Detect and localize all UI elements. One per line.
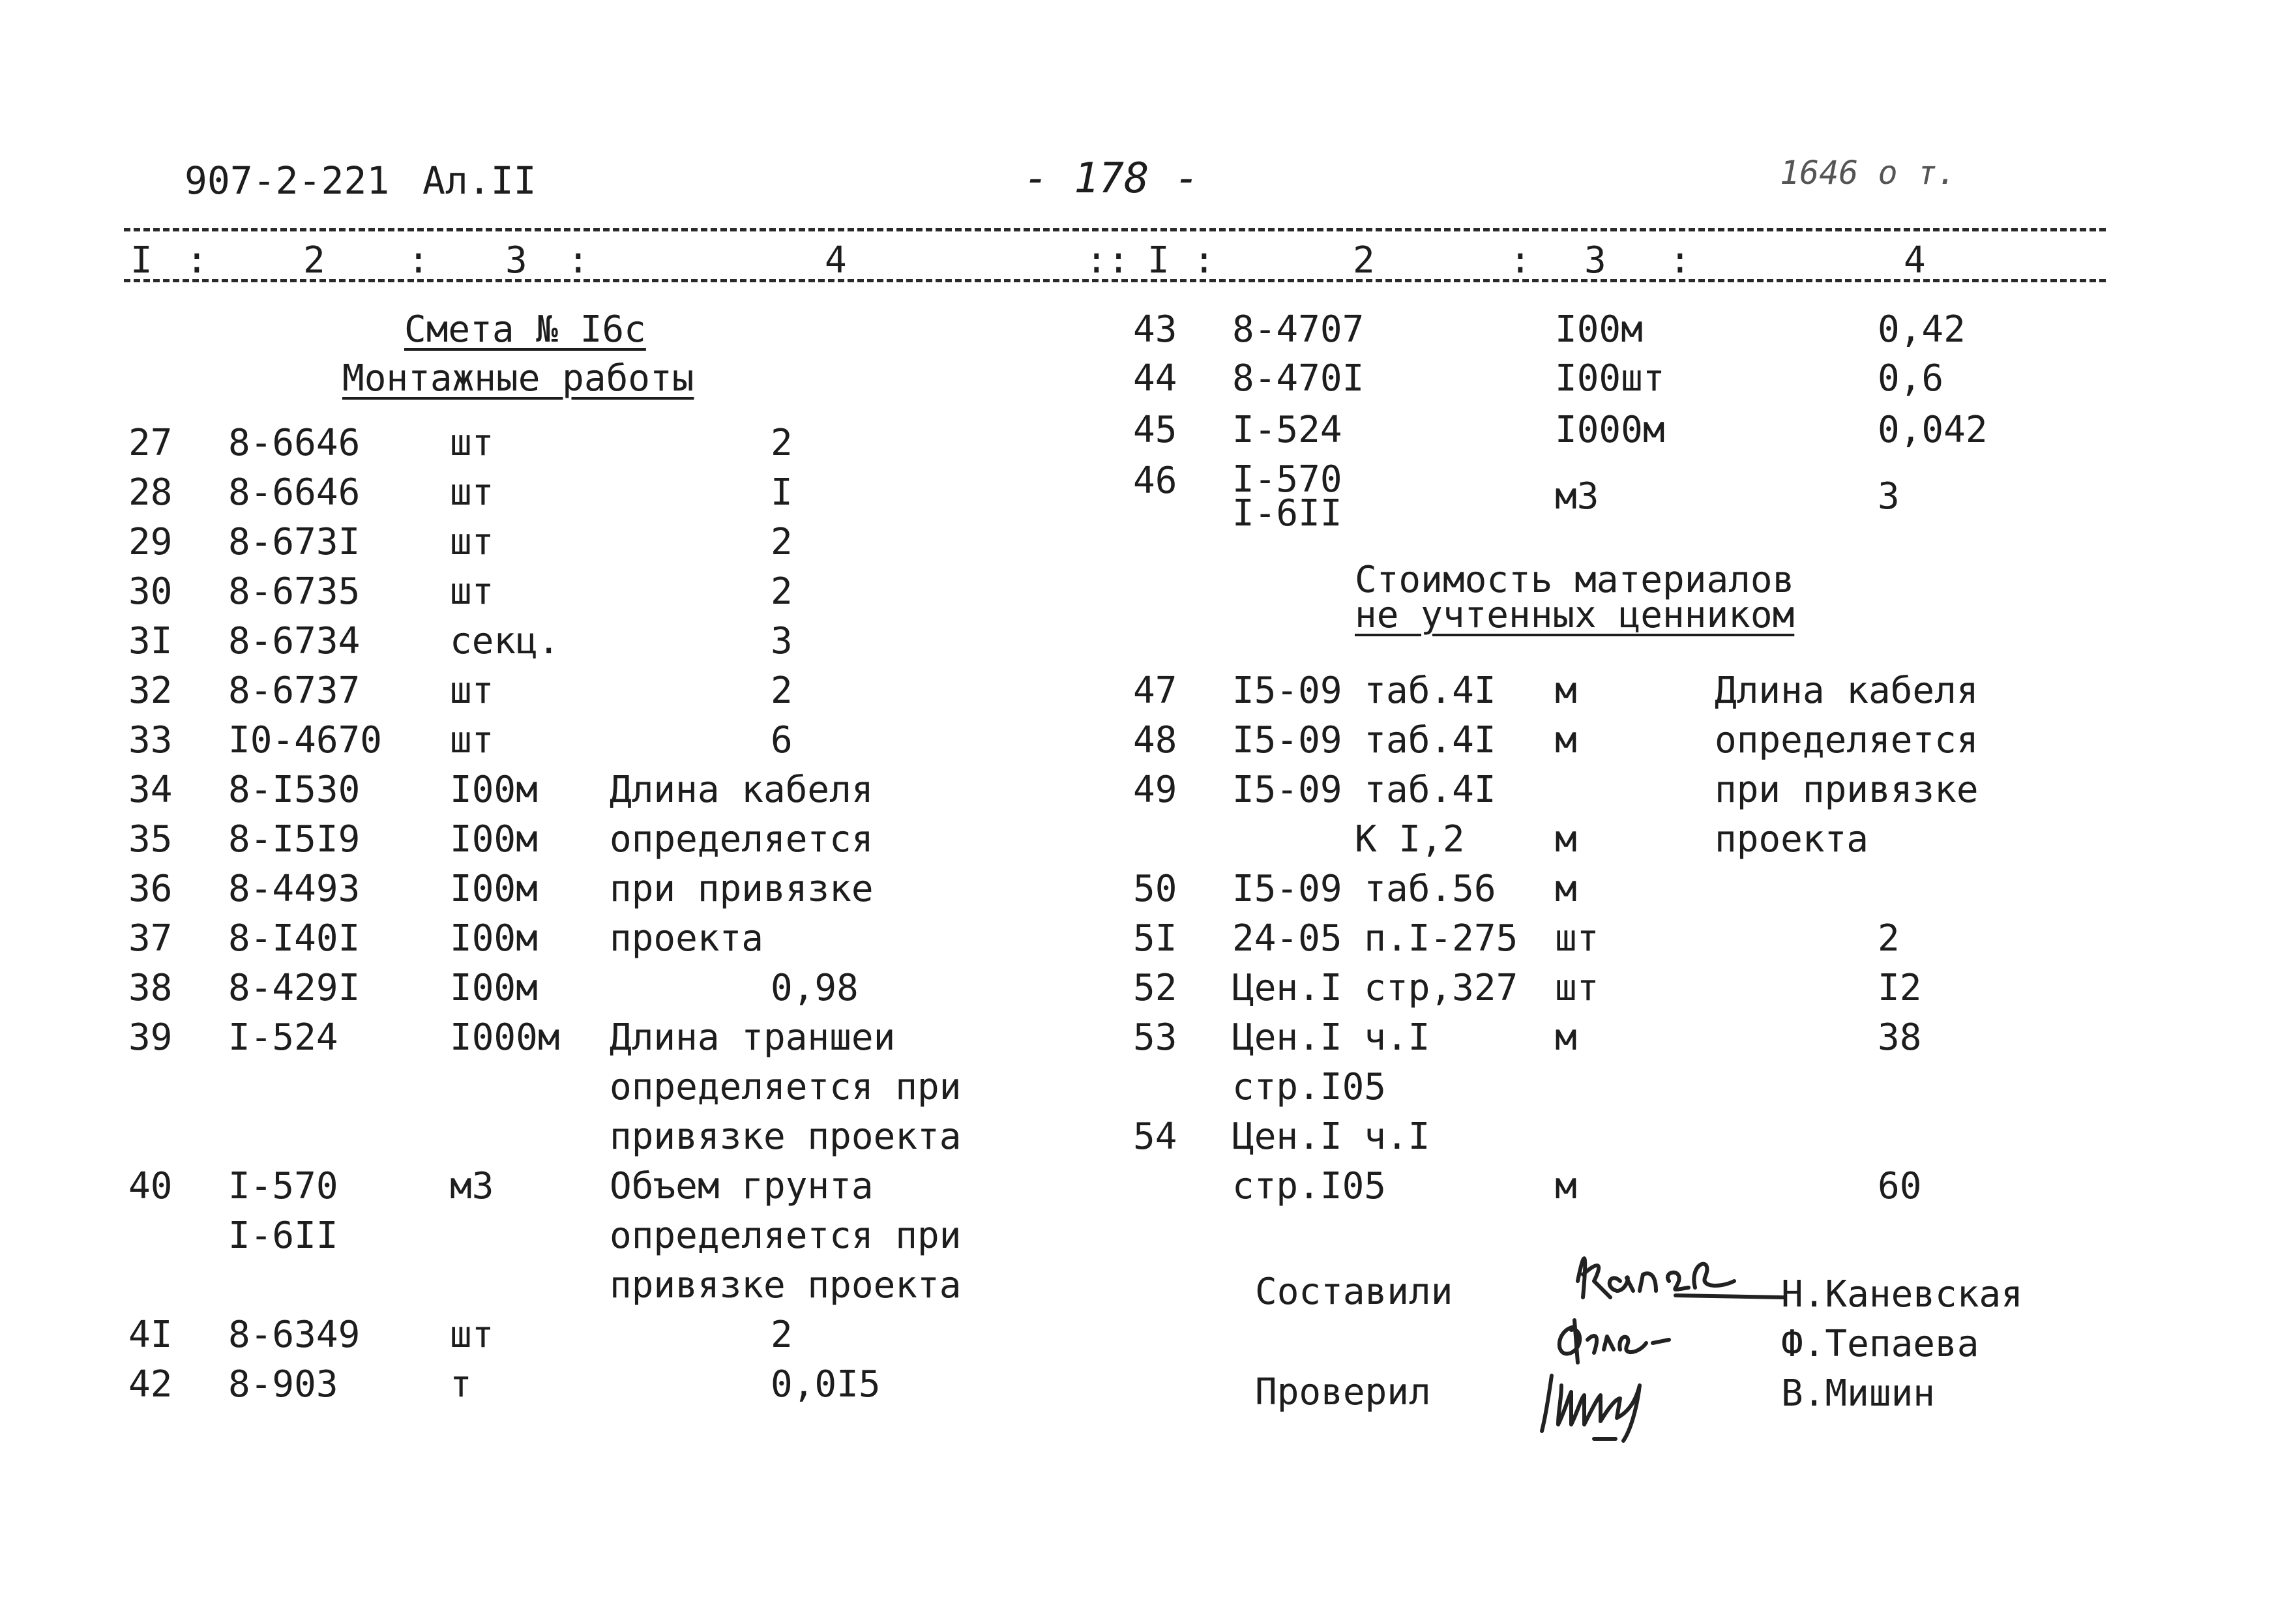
row-code: I-524 [228, 1016, 338, 1059]
col-header: 4 [825, 239, 847, 282]
row-note: Длина траншеи [610, 1016, 896, 1059]
row-unit: I00м [450, 868, 538, 910]
row-number: 47 [1133, 670, 1177, 712]
row-code: I-570 [228, 1165, 338, 1207]
row-code: стр.I05 [1232, 1165, 1387, 1207]
row-unit: секц. [450, 620, 560, 662]
row-number: 38 [128, 967, 173, 1009]
col-header: 2 [303, 239, 325, 282]
row-qty: I2 [1878, 967, 1922, 1009]
header-rule-top [124, 228, 2106, 231]
row-number: 50 [1133, 868, 1177, 910]
row-qty: 0,98 [771, 967, 859, 1009]
row-qty: 0,042 [1878, 409, 1988, 451]
row-code: Цен.I ч.I [1232, 1115, 1430, 1158]
signer-name: В.Мишин [1781, 1372, 1936, 1415]
row-qty: 0,6 [1878, 357, 1944, 400]
row-unit: м [1555, 719, 1577, 761]
row-number: 28 [128, 471, 173, 514]
estimate-subtitle: Монтажные работы [342, 357, 694, 400]
checked-by-label: Проверил [1255, 1371, 1431, 1413]
col-sep: : [567, 239, 589, 282]
row-number: 5I [1133, 917, 1177, 960]
row-number: 45 [1133, 409, 1177, 451]
row-qty: 2 [1878, 917, 1900, 960]
col-sep: : [186, 239, 208, 282]
row-qty: 60 [1878, 1165, 1922, 1207]
row-code: I0-4670 [228, 719, 383, 761]
row-qty: 2 [771, 570, 793, 613]
document-code: 907-2-221 [185, 158, 390, 203]
row-code: 8-6734 [228, 620, 361, 662]
col-header: 2 [1353, 239, 1375, 282]
row-note: определяется [1715, 719, 1979, 761]
row-number: 53 [1133, 1016, 1177, 1059]
compiled-by-label: Составили [1255, 1271, 1453, 1313]
row-unit: I000м [450, 1016, 560, 1059]
row-number: 42 [128, 1363, 173, 1406]
row-code: 8-470I [1232, 357, 1365, 400]
row-number: 27 [128, 422, 173, 464]
row-note: Длина кабеля [1715, 670, 1979, 712]
col-header: I [1147, 239, 1170, 282]
row-code: 8-6735 [228, 570, 361, 613]
row-code: 8-429I [228, 967, 361, 1009]
corner-note: 1646 о т. [1780, 154, 1957, 192]
row-unit: I00м [1555, 308, 1643, 351]
col-sep: : [1669, 239, 1691, 282]
row-unit: I00м [450, 967, 538, 1009]
row-unit: I00м [450, 917, 538, 960]
row-number: 30 [128, 570, 173, 613]
row-unit: м3 [450, 1165, 494, 1207]
row-qty: 0,42 [1878, 308, 1966, 351]
row-qty: 6 [771, 719, 793, 761]
row-code: 8-6646 [228, 471, 361, 514]
row-number: 44 [1133, 357, 1177, 400]
row-note: привязке проекта [610, 1264, 962, 1307]
row-qty: 2 [771, 521, 793, 563]
row-number: 40 [128, 1165, 173, 1207]
row-unit: м [1555, 818, 1577, 861]
row-number: 29 [128, 521, 173, 563]
signer-name: Ф.Тепаева [1781, 1323, 1979, 1365]
col-sep: :: [1085, 239, 1130, 282]
estimate-title: Смета № I6c [404, 308, 646, 351]
row-code: 8-I530 [228, 769, 361, 811]
row-qty: 0,0I5 [771, 1363, 881, 1406]
row-note: Объем грунта [610, 1165, 874, 1207]
row-note: определяется [610, 818, 874, 861]
row-code: 8-6737 [228, 670, 361, 712]
row-note: определяется при [610, 1066, 962, 1108]
row-code: I5-09 таб.4I [1232, 719, 1496, 761]
row-qty: 38 [1878, 1016, 1922, 1059]
row-unit: I00м [450, 818, 538, 861]
row-number: 43 [1133, 308, 1177, 351]
row-number: 34 [128, 769, 173, 811]
row-code: 8-6646 [228, 422, 361, 464]
row-unit: шт [450, 570, 494, 613]
album-number: Ал.II [422, 158, 537, 203]
row-code: Цен.I ч.I [1232, 1016, 1430, 1059]
col-header: 3 [1584, 239, 1606, 282]
row-note: проекта [1715, 818, 1869, 861]
row-unit: I00шт [1555, 357, 1665, 400]
row-code: 8-I40I [228, 917, 361, 960]
row-qty: 3 [771, 620, 793, 662]
row-code-continued: I-6II [1232, 492, 1342, 535]
materials-section-title: Стоимость материалов [1355, 559, 1795, 601]
signature-1 [1565, 1235, 1773, 1314]
row-unit: м [1555, 868, 1577, 910]
row-number: 4I [128, 1314, 173, 1356]
row-number: 35 [128, 818, 173, 861]
signature-3 [1532, 1359, 1702, 1444]
row-unit: шт [450, 471, 494, 514]
row-unit: I000м [1555, 409, 1665, 451]
row-unit: м [1555, 670, 1577, 712]
row-qty: I [771, 471, 793, 514]
row-number: 3I [128, 620, 173, 662]
page-number: - 178 - [1024, 155, 1200, 203]
row-unit: шт [450, 670, 494, 712]
row-number: 33 [128, 719, 173, 761]
row-number: 36 [128, 868, 173, 910]
row-number: 46 [1133, 460, 1177, 502]
row-code: I-570 [1232, 458, 1342, 501]
signer-name: Н.Каневская [1781, 1273, 2023, 1316]
row-code: 8-4707 [1232, 308, 1365, 351]
row-code: 8-6349 [228, 1314, 361, 1356]
row-number: 32 [128, 670, 173, 712]
row-unit: м [1555, 1016, 1577, 1059]
row-code: 8-I5I9 [228, 818, 361, 861]
row-unit: шт [450, 1314, 494, 1356]
col-sep: : [1509, 239, 1531, 282]
row-unit: шт [1555, 917, 1599, 960]
materials-section-subtitle: не учтенных ценником [1355, 594, 1795, 636]
row-number: 48 [1133, 719, 1177, 761]
row-code: 8-903 [228, 1363, 338, 1406]
row-code: Цен.I стр,327 [1232, 967, 1518, 1009]
row-qty: 2 [771, 1314, 793, 1356]
row-unit: шт [1555, 967, 1599, 1009]
row-note: при привязке [1715, 769, 1979, 811]
row-qty: 2 [771, 670, 793, 712]
row-number: 49 [1133, 769, 1177, 811]
row-note: привязке проекта [610, 1115, 962, 1158]
row-number: 54 [1133, 1115, 1177, 1158]
row-unit: т [450, 1363, 472, 1406]
row-number: 37 [128, 917, 173, 960]
row-code: I-524 [1232, 409, 1342, 451]
row-note: определяется при [610, 1215, 962, 1257]
row-qty: 3 [1878, 475, 1900, 518]
row-unit: шт [450, 521, 494, 563]
row-number: 39 [128, 1016, 173, 1059]
col-sep: : [1193, 239, 1215, 282]
row-code: стр.I05 [1232, 1066, 1387, 1108]
row-code: I5-09 таб.56 [1232, 868, 1496, 910]
row-unit: м [1555, 1165, 1577, 1207]
row-code: 24-05 п.I-275 [1232, 917, 1518, 960]
row-unit: м3 [1555, 475, 1599, 518]
row-code: I5-09 таб.4I [1232, 670, 1496, 712]
row-note: при привязке [610, 868, 874, 910]
col-header: 3 [505, 239, 527, 282]
row-unit: I00м [450, 769, 538, 811]
row-note: проекта [610, 917, 764, 960]
row-unit: шт [450, 719, 494, 761]
row-note: Длина кабеля [610, 769, 874, 811]
col-header: 4 [1904, 239, 1926, 282]
col-header: I [130, 239, 153, 282]
col-sep: : [407, 239, 430, 282]
row-code: I5-09 таб.4I [1232, 769, 1496, 811]
row-code: 8-4493 [228, 868, 361, 910]
row-qty: 2 [771, 422, 793, 464]
row-code: 8-673I [228, 521, 361, 563]
row-code: I-6II [228, 1215, 338, 1257]
row-number: 52 [1133, 967, 1177, 1009]
row-unit: шт [450, 422, 494, 464]
row-code: К I,2 [1355, 818, 1465, 861]
